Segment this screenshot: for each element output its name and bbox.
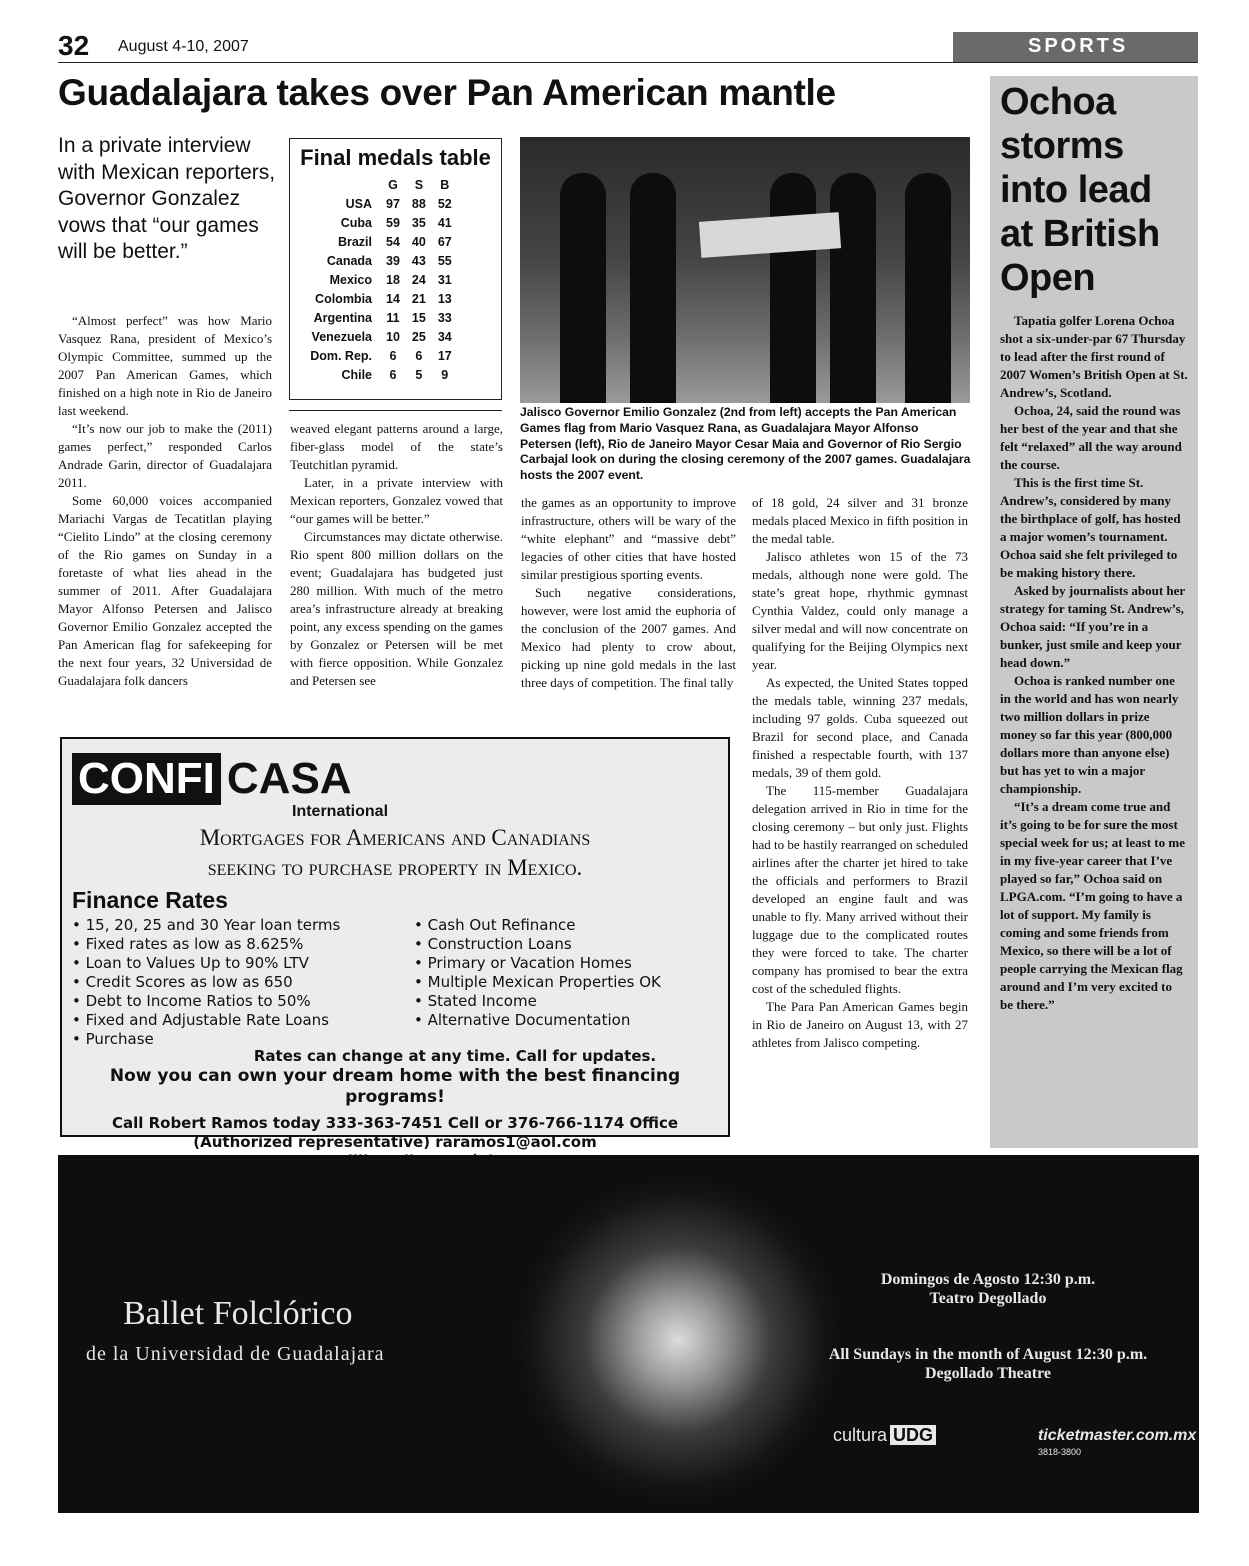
ticketmaster-logo: ticketmaster.com.mx	[1038, 1427, 1197, 1444]
ballet-name: Ballet Folclórico	[123, 1295, 353, 1332]
rates-list-right	[414, 916, 661, 1049]
schedule-line: All Sundays in the month of August 12:30 p.m.	[828, 1346, 1148, 1363]
table-row	[298, 365, 458, 384]
cultura-text: cultura	[833, 1425, 888, 1445]
gold-cell: 39	[386, 253, 400, 268]
gold-cell: 10	[386, 329, 400, 344]
article-paragraph: The 115-member Guadalajara delegation arrived in Rio in time for the closing ceremony – but only just. Flights had to be hastily rearranged on scheduled airlines after the charter jet hired to take the officials and performers to Brazil developed an engine fault and was unable to fly. Many arrived without their luggage due to the complicated routes they were forced to take. The charter company has promised to bear the extra cost of the scheduled flights.	[752, 783, 968, 996]
article-paragraph: Some 60,000 voices accompanied Mariachi Vargas de Tecatitlan playing “Cielito Lindo” at the closing ceremony of the Rio games on Sunday in a foretaste of what lies ahead in the summer of 2011. After Guadalajara Mayor Alfonso Petersen and Jalisco Governor Emilio Gonzalez accepted the Pan American flag for safekeeping for the next four years, 32 Universidad de Guadalajara folk dancers	[58, 493, 272, 688]
country-cell: Dom. Rep.	[310, 348, 372, 363]
gold-cell: 6	[389, 367, 397, 382]
schedule-en	[788, 1345, 1188, 1383]
logo-subtitle: International	[292, 803, 389, 820]
sidebar-paragraph: Asked by journalists about her strategy for taming St. Andrew’s, Ochoa said: “If you’re in a bunker, just smile and keep your head down.”	[1000, 583, 1185, 670]
gold-cell: 97	[386, 196, 400, 211]
column-header-gold: G	[388, 177, 398, 192]
rates-note: Rates can change at any time. Call for updates.	[253, 1047, 657, 1065]
issue-date: August 4-10, 2007	[118, 38, 249, 55]
bronze-cell: 55	[437, 253, 452, 268]
silver-cell: 24	[411, 272, 426, 287]
gold-cell: 14	[386, 291, 400, 306]
bronze-cell: 41	[437, 215, 452, 230]
list-item: • Credit Scores as low as 650	[72, 973, 414, 992]
medals-table-title: Final medals table	[300, 145, 491, 170]
gold-cell: 54	[386, 234, 400, 249]
ticketmaster-phone: 3818-3800	[1038, 1447, 1082, 1457]
section-label: SPORTS	[953, 32, 1198, 62]
photo-figure	[830, 173, 876, 403]
list-item: • 15, 20, 25 and 30 Year loan terms	[72, 916, 414, 935]
bronze-cell: 33	[437, 310, 452, 325]
list-item: • Fixed rates as low as 8.625%	[72, 935, 414, 954]
ad-contact-email: (Authorized representative) raramos1@aol.com	[193, 1133, 597, 1151]
article-column-3	[521, 494, 736, 692]
list-item: • Construction Loans	[414, 935, 661, 954]
column-header-silver: S	[414, 177, 424, 192]
rates-title: Finance Rates	[72, 887, 228, 913]
country-cell: Canada	[326, 253, 372, 268]
ballet-subtitle: de la Universidad de Guadalajara	[86, 1343, 385, 1365]
ad-tagline: Mortgages for Americans and Canadians	[199, 825, 591, 850]
bronze-cell: 67	[437, 234, 452, 249]
photo-flag	[699, 212, 841, 258]
list-item: • Alternative Documentation	[414, 1011, 661, 1030]
table-row	[298, 327, 458, 346]
table-row	[298, 289, 458, 308]
udg-text: UDG	[890, 1425, 936, 1445]
rates-list-left	[72, 916, 414, 1049]
list-item: • Debt to Income Ratios to 50%	[72, 992, 414, 1011]
silver-cell: 40	[411, 234, 426, 249]
article-paragraph: The Para Pan American Games begin in Rio de Janeiro on August 13, with 27 athletes from Jalisco competing.	[752, 999, 968, 1050]
gold-cell: 18	[386, 272, 400, 287]
column-header-bronze: B	[440, 177, 450, 192]
country-cell: Brazil	[337, 234, 372, 249]
bronze-cell: 13	[437, 291, 452, 306]
photo-figure	[770, 173, 816, 403]
silver-cell: 15	[411, 310, 426, 325]
sidebar-paragraph: Ochoa, 24, said the round was her best of the year and that she felt “relaxed” all the way around the course.	[1000, 403, 1182, 472]
logo-text-right: CASA	[226, 754, 352, 803]
page-number: 32	[58, 30, 90, 61]
article-paragraph: “Almost perfect” was how Mario Vasquez Rana, president of Mexico’s Olympic Committee, summed up the 2007 Pan American Games, which finished on a high note in Rio de Janeiro last weekend.	[58, 313, 272, 418]
article-paragraph: Such negative considerations, however, were lost amid the euphoria of the conclusion of the 2007 games. And Mexico had plenty to crow about, picking up nine gold medals in the last three days of competition. The final tally	[521, 585, 736, 690]
sidebar-story	[990, 76, 1198, 1148]
ballet-ad	[58, 1155, 1199, 1513]
article-paragraph: the games as an opportunity to improve infrastructure, others will be wary of the “white elephant” and “massive debt” legacies of other cities that have hosted similar prestigious sporting events.	[521, 495, 736, 582]
list-item: • Loan to Values Up to 90% LTV	[72, 954, 414, 973]
sidebar-headline: Ochoa storms into lead at British Open	[1000, 81, 1160, 299]
logo-text-left: CONFI	[72, 753, 221, 805]
country-cell: Chile	[341, 367, 372, 382]
header-rule	[58, 62, 1198, 63]
medals-table-box	[289, 138, 502, 400]
article-paragraph: Jalisco athletes won 15 of the 73 medals, although none were gold. The state’s great hope, rhythmic gymnast Cynthia Valdez, could only manage a silver medal and will now concentrate on qualifying for the Beijing Olympics next year.	[752, 549, 968, 672]
table-row	[298, 213, 458, 232]
gold-cell: 59	[386, 215, 400, 230]
silver-cell: 5	[415, 367, 423, 382]
list-item: • Primary or Vacation Homes	[414, 954, 661, 973]
ad-contact: Call Robert Ramos today 333-363-7451 Cell or 376-766-1174 Office	[111, 1114, 679, 1132]
photo-caption: Jalisco Governor Emilio Gonzalez (2nd from left) accepts the Pan American Games flag from Mario Vasquez Rana, as Guadalajara Mayor Alfonso Petersen (left), Rio de Janeiro Mayor Cesar Maia and Governor of Rio Sergio Carbajal look on during the closing ceremony of the 2007 games. Guadalajara hosts the 2007 event.	[520, 405, 971, 483]
silver-cell: 6	[415, 348, 423, 363]
sidebar-paragraph: Ochoa is ranked number one in the world and has won nearly two million dollars in prize money so far this year (800,000 dollars more than anyone else) but has yet to win a major championship.	[1000, 673, 1179, 796]
bronze-cell: 9	[441, 367, 449, 382]
conficasa-ad	[60, 737, 730, 1151]
list-item: • Purchase	[72, 1030, 414, 1049]
article-paragraph: As expected, the United States topped the medals table, winning 237 medals, including 97 golds. Cuba squeezed out Brazil for second place, and Canada finished a respectable fourth, with 137 medals, 39 of them gold.	[752, 675, 968, 780]
country-cell: USA	[345, 196, 372, 211]
schedule-venue: Teatro Degollado	[929, 1290, 1047, 1307]
article-column-2	[290, 420, 503, 690]
table-header-row	[298, 175, 458, 194]
list-item: • Multiple Mexican Properties OK	[414, 973, 661, 992]
article-paragraph: of 18 gold, 24 silver and 31 bronze medals placed Mexico in fifth position in the medal table.	[752, 495, 968, 546]
article-paragraph: Later, in a private interview with Mexican reporters, Gonzalez vowed that “our games will be better.”	[290, 475, 503, 526]
conficasa-logo	[72, 747, 718, 805]
article-deck: In a private interview with Mexican reporters, Governor Gonzalez vows that “our games will be better.”	[58, 134, 276, 263]
article-paragraph: Circumstances may dictate otherwise. Rio spent 800 million dollars on the event; Guadalajara has budgeted just 280 million. With much of the metro area’s infrastructure already at breaking point, any excess spending on the games by Gonzalez or Petersen will be met with fierce opposition. While Gonzalez and Petersen see	[290, 529, 503, 688]
country-cell: Mexico	[329, 272, 372, 287]
ad-tagline: seeking to purchase property in Mexico.	[207, 855, 583, 880]
cultura-udg-logo	[833, 1425, 936, 1446]
gold-cell: 6	[389, 348, 397, 363]
article-paragraph: “It’s now our job to make the (2011) games perfect,” responded Carlos Andrade Garin, director of Guadalajara 2011.	[58, 421, 272, 490]
table-row	[298, 346, 458, 365]
country-cell: Argentina	[313, 310, 372, 325]
silver-cell: 21	[411, 291, 426, 306]
silver-cell: 25	[411, 329, 426, 344]
page-header	[58, 30, 1198, 64]
gold-cell: 11	[386, 310, 400, 325]
schedule-es	[788, 1270, 1188, 1308]
photo-figure	[560, 173, 606, 403]
main-headline: Guadalajara takes over Pan American mantle	[58, 72, 836, 113]
schedule-venue: Degollado Theatre	[924, 1365, 1052, 1382]
ad-slogan: Now you can own your dream home with the best financing programs!	[109, 1066, 681, 1107]
table-row	[298, 270, 458, 289]
bronze-cell: 52	[437, 196, 452, 211]
schedule-line: Domingos de Agosto 12:30 p.m.	[880, 1271, 1096, 1288]
table-row	[298, 194, 458, 213]
article-column-4	[752, 494, 968, 1052]
silver-cell: 35	[411, 215, 426, 230]
medals-table	[298, 175, 458, 384]
sidebar-paragraph: “It’s a dream come true and it’s going to be for sure the most special week for us; at least to me in my five-year career that I’ve played so far,” Ochoa said on LPGA.com. “I’m going to have a lot of support. My family is coming and some friends from Mexico, so there will be a lot of people carrying the Mexican flag around and I’m very excited to be there.”	[1000, 799, 1185, 1012]
silver-cell: 88	[411, 196, 426, 211]
bronze-cell: 31	[437, 272, 452, 287]
table-row	[298, 232, 458, 251]
article-paragraph: weaved elegant patterns around a large, fiber-glass model of the state’s Teutchitlan pyramid.	[290, 421, 503, 472]
photo-figure	[905, 173, 951, 403]
rates-lists	[72, 916, 718, 1049]
article-column-1	[58, 312, 272, 690]
ceremony-photo	[520, 137, 970, 403]
country-cell: Colombia	[315, 291, 372, 306]
bronze-cell: 17	[437, 348, 452, 363]
table-row	[298, 308, 458, 327]
list-item: • Stated Income	[414, 992, 661, 1011]
list-item: • Fixed and Adjustable Rate Loans	[72, 1011, 414, 1030]
country-cell: Venezuela	[311, 329, 372, 344]
country-cell: Cuba	[340, 215, 372, 230]
sidebar-paragraph: This is the first time St. Andrew’s, considered by many the birthplace of golf, has hosted a major women’s tournament. Ochoa said she felt privileged to be making history there.	[1000, 475, 1181, 580]
dancer-burst-image	[513, 1175, 843, 1505]
table-row	[298, 251, 458, 270]
silver-cell: 43	[411, 253, 426, 268]
bronze-cell: 34	[437, 329, 452, 344]
column-rule	[289, 410, 502, 411]
list-item: • Cash Out Refinance	[414, 916, 661, 935]
photo-figure	[630, 173, 676, 403]
sidebar-body	[1000, 312, 1188, 1014]
sidebar-paragraph: Tapatia golfer Lorena Ochoa shot a six-under-par 67 Thursday to lead after the first round of 2007 Women’s British Open at St. Andrew’s, Scotland.	[1000, 313, 1188, 400]
